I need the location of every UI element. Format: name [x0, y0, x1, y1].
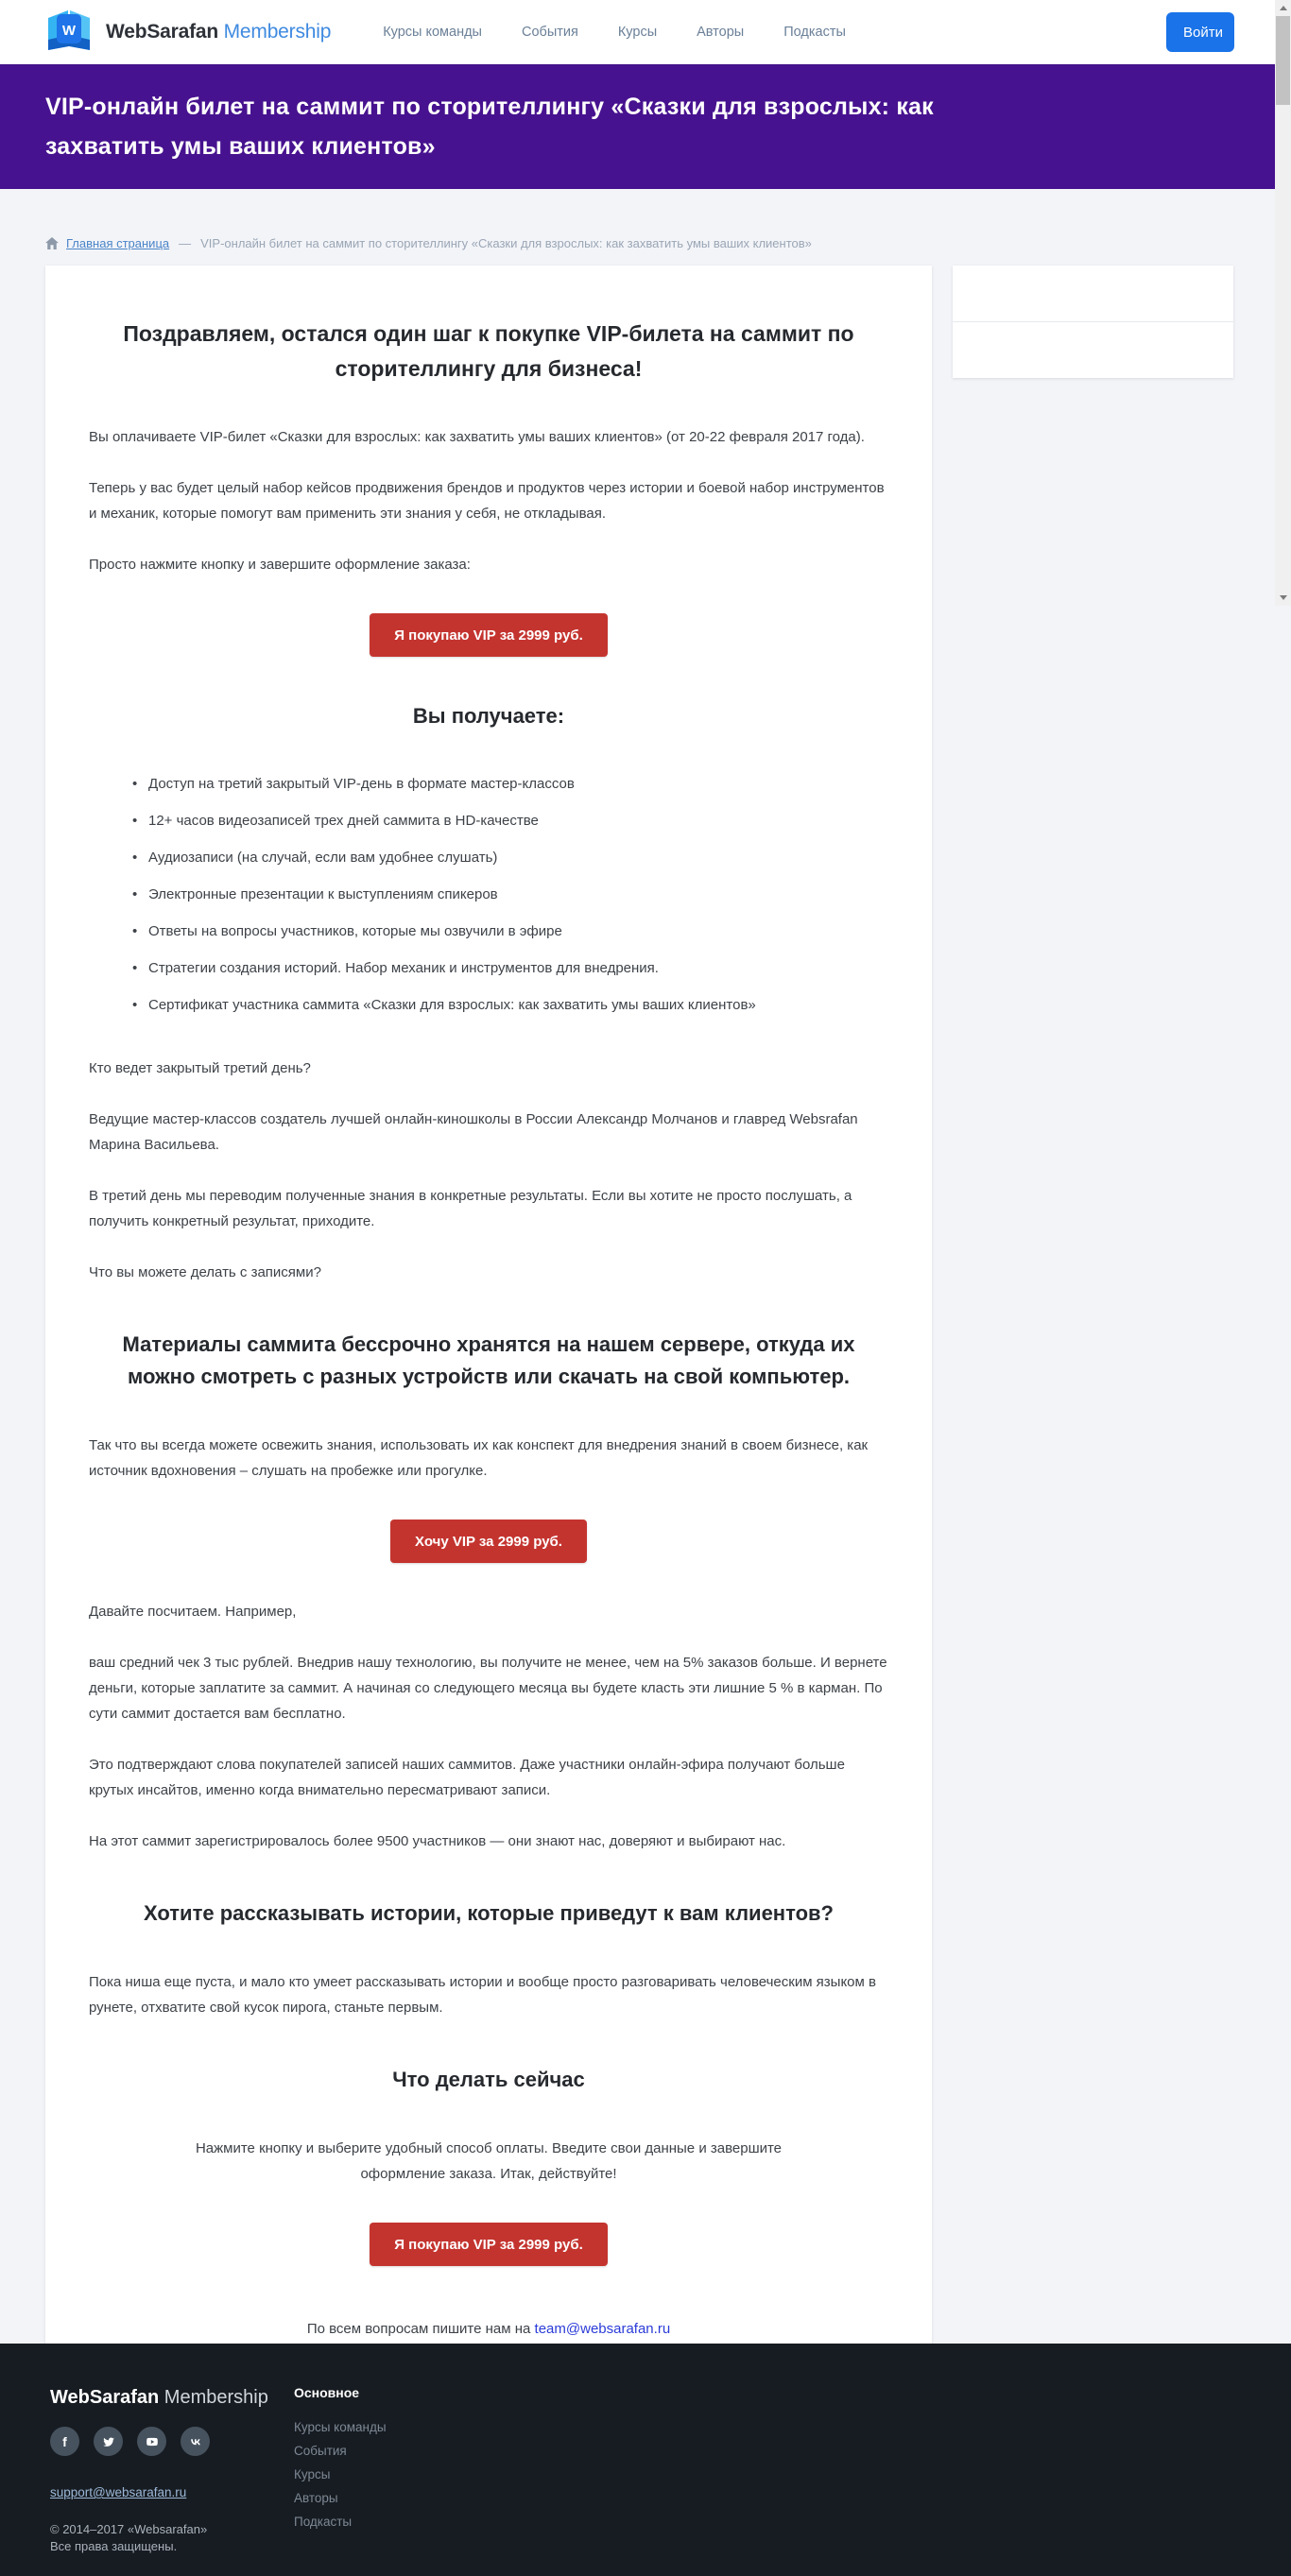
- sidebar-box-top: [953, 266, 1233, 321]
- nav-item-podcasts[interactable]: Подкасты: [783, 25, 846, 40]
- scrollbar-thumb[interactable]: [1276, 16, 1290, 105]
- benefit-item: • Аудиозаписи (на случай, если вам удобнее слушать): [132, 846, 888, 870]
- twitter-icon[interactable]: [94, 2427, 123, 2456]
- nav-item-courses[interactable]: Курсы: [617, 25, 658, 40]
- nav-item-courses-team[interactable]: Курсы команды: [383, 25, 482, 40]
- benefit-item: • Ответы на вопросы участников, которые мы озвучили в эфире: [132, 919, 888, 944]
- brand-light: Membership: [223, 21, 332, 43]
- paragraph-average-check: ваш средний чек 3 тыс рублей. Внедрив нашу технологию, вы получите не менее, чем на 5% заказов больше. И вернете деньги, которые заплатите за саммит. А начиная со следующего месяца вы будете класть эти лишние 5 % в карман. По сути саммит достается вам бесплатно.: [89, 1655, 887, 1722]
- paragraph-niche: Пока ниша еще пуста, и мало кто умеет рассказывать истории и вообще просто разговаривать человеческим языком в рунете, отхватите свой кусок пирога, станьте первым.: [89, 1974, 876, 2016]
- home-icon: [45, 237, 59, 249]
- question-records: Что вы можете делать с записями?: [89, 1264, 321, 1280]
- footer-brand: [50, 2387, 268, 2409]
- benefit-item: • Доступ на третий закрытый VIP-день в формате мастер-классов: [132, 772, 888, 797]
- sidebar: [953, 266, 1233, 378]
- footer-copyright: [50, 2521, 207, 2555]
- question-day3: Кто ведет закрытый третий день?: [89, 1060, 311, 1076]
- scrollbar[interactable]: [1275, 0, 1291, 606]
- buy-vip-button-2[interactable]: Хочу VIP за 2999 руб.: [390, 1520, 587, 1563]
- site-footer: [0, 2344, 1291, 2576]
- vk-icon[interactable]: [181, 2427, 210, 2456]
- paragraph-kit: Теперь у вас будет целый набор кейсов продвижения брендов и продуктов через истории и боевой набор инструментов и механик, которые помогут вам применить эти знания у себя, не откладывая.: [89, 480, 885, 522]
- paragraph-refresh: Так что вы всегда можете освежить знания, использовать их как конспект для внедрения знаний в своем бизнесе, как источник вдохновения – слушать на пробежке или прогулке.: [89, 1437, 869, 1479]
- benefit-item: • Стратегии создания историй. Набор механик и инструментов для внедрения.: [132, 956, 888, 981]
- buy-vip-button-3[interactable]: Я покупаю VIP за 2999 руб.: [370, 2223, 608, 2266]
- footer-brand-bold: WebSarafan: [50, 2387, 160, 2408]
- paragraph-count: Давайте посчитаем. Например,: [89, 1604, 297, 1620]
- breadcrumb: [0, 189, 1291, 266]
- footer-links-column: [294, 2385, 387, 2539]
- brand-name: [106, 21, 331, 43]
- benefit-item: • Электронные презентации к выступлениям спикеров: [132, 883, 888, 907]
- websarafan-logo-icon: [45, 8, 93, 58]
- main-nav: [383, 25, 846, 40]
- contact-email-link[interactable]: team@websarafan.ru: [534, 2321, 671, 2337]
- stories-heading: Хотите рассказывать истории, которые приведут к вам клиентов?: [144, 1901, 834, 1925]
- breadcrumb-home-label: Главная страница: [66, 236, 170, 250]
- facebook-icon[interactable]: f: [50, 2427, 79, 2456]
- benefits-list: [132, 772, 888, 1018]
- contact-email-line: [89, 2315, 888, 2344]
- footer-link-courses-team[interactable]: Курсы команды: [294, 2420, 387, 2434]
- footer-link-podcasts[interactable]: Подкасты: [294, 2515, 353, 2529]
- benefit-item: • Сертификат участника саммита «Сказки для взрослых: как захватить умы ваших клиентов»: [132, 993, 888, 1018]
- congrats-heading: Поздравляем, остался один шаг к покупке VIP-билета на саммит по сторителлингу для бизнеса!: [123, 321, 854, 381]
- content-card: [45, 266, 932, 2427]
- materials-heading: Материалы саммита бессрочно хранятся на нашем сервере, откуда их можно смотреть с разных устройств или скачать на свой компьютер.: [122, 1332, 855, 1388]
- footer-link-courses[interactable]: Курсы: [294, 2467, 331, 2482]
- footer-column-title: Основное: [294, 2385, 360, 2400]
- what-to-do-heading: Что делать сейчас: [392, 2068, 585, 2091]
- site-header: [0, 0, 1291, 64]
- svg-text:W: W: [61, 22, 77, 39]
- footer-link-events[interactable]: События: [294, 2444, 347, 2458]
- paragraph-hosts: Ведущие мастер-классов создатель лучшей онлайн-киношколы в России Александр Молчанов и главред Websrafan Марина Васильева.: [89, 1111, 858, 1153]
- breadcrumb-current: VIP-онлайн билет на саммит по сторителлингу «Сказки для взрослых: как захватить умы ваших клиентов»: [200, 236, 812, 250]
- paragraph-press-button: Просто нажмите кнопку и завершите оформление заказа:: [89, 557, 471, 573]
- paragraph-act: Нажмите кнопку и выберите удобный способ оплаты. Введите свои данные и завершите оформление заказа. Итак, действуйте!: [195, 2140, 783, 2182]
- scrollbar-up-arrow-icon[interactable]: [1275, 0, 1291, 16]
- nav-item-events[interactable]: События: [521, 25, 578, 40]
- nav-item-authors[interactable]: Авторы: [697, 25, 745, 40]
- breadcrumb-separator: —: [179, 236, 192, 250]
- page-title: VIP-онлайн билет на саммит по сторителлингу «Сказки для взрослых: как захватить умы ваших клиентов»: [45, 94, 934, 160]
- copyright-line-1: © 2014–2017 «Websarafan»: [50, 2522, 208, 2536]
- copyright-line-2: Все права защищены.: [50, 2539, 178, 2553]
- paragraph-day3: В третий день мы переводим полученные знания в конкретные результаты. Если вы хотите не просто послушать, а получить конкретный результат, приходите.: [89, 1188, 852, 1229]
- contact-email-pre: По всем вопросам пишите нам на: [306, 2321, 535, 2337]
- paragraph-registered: На этот саммит зарегистрировалось более 9500 участников — они знают нас, доверяют и выбирают нас.: [89, 1833, 786, 1849]
- youtube-icon[interactable]: [137, 2427, 166, 2456]
- scrollbar-down-arrow-icon[interactable]: [1275, 590, 1291, 606]
- footer-social-row: [50, 2427, 210, 2456]
- brand-bold: WebSarafan: [106, 21, 218, 43]
- paragraph-proof: Это подтверждают слова покупателей записей наших саммитов. Даже участники онлайн-эфира получают больше крутых инсайтов, именно когда внимательно пересматривают записи.: [89, 1757, 845, 1798]
- sidebar-box-bottom: [953, 321, 1233, 378]
- login-button[interactable]: Войти: [1166, 12, 1234, 52]
- brand[interactable]: [45, 8, 331, 58]
- footer-support-email-link[interactable]: support@websarafan.ru: [50, 2485, 187, 2499]
- benefit-item: • 12+ часов видеозаписей трех дней саммита в HD-качестве: [132, 809, 888, 833]
- breadcrumb-home-link[interactable]: [45, 236, 169, 250]
- benefits-heading: Вы получаете:: [412, 704, 565, 728]
- paragraph-payment: Вы оплачиваете VIP-билет «Сказки для взрослых: как захватить умы ваших клиентов» (от 20-22 февраля 2017 года).: [89, 429, 865, 445]
- footer-link-authors[interactable]: Авторы: [294, 2491, 338, 2505]
- buy-vip-button-1[interactable]: Я покупаю VIP за 2999 руб.: [370, 613, 608, 657]
- footer-brand-light: Membership: [164, 2387, 268, 2408]
- hero-banner: [0, 64, 1291, 189]
